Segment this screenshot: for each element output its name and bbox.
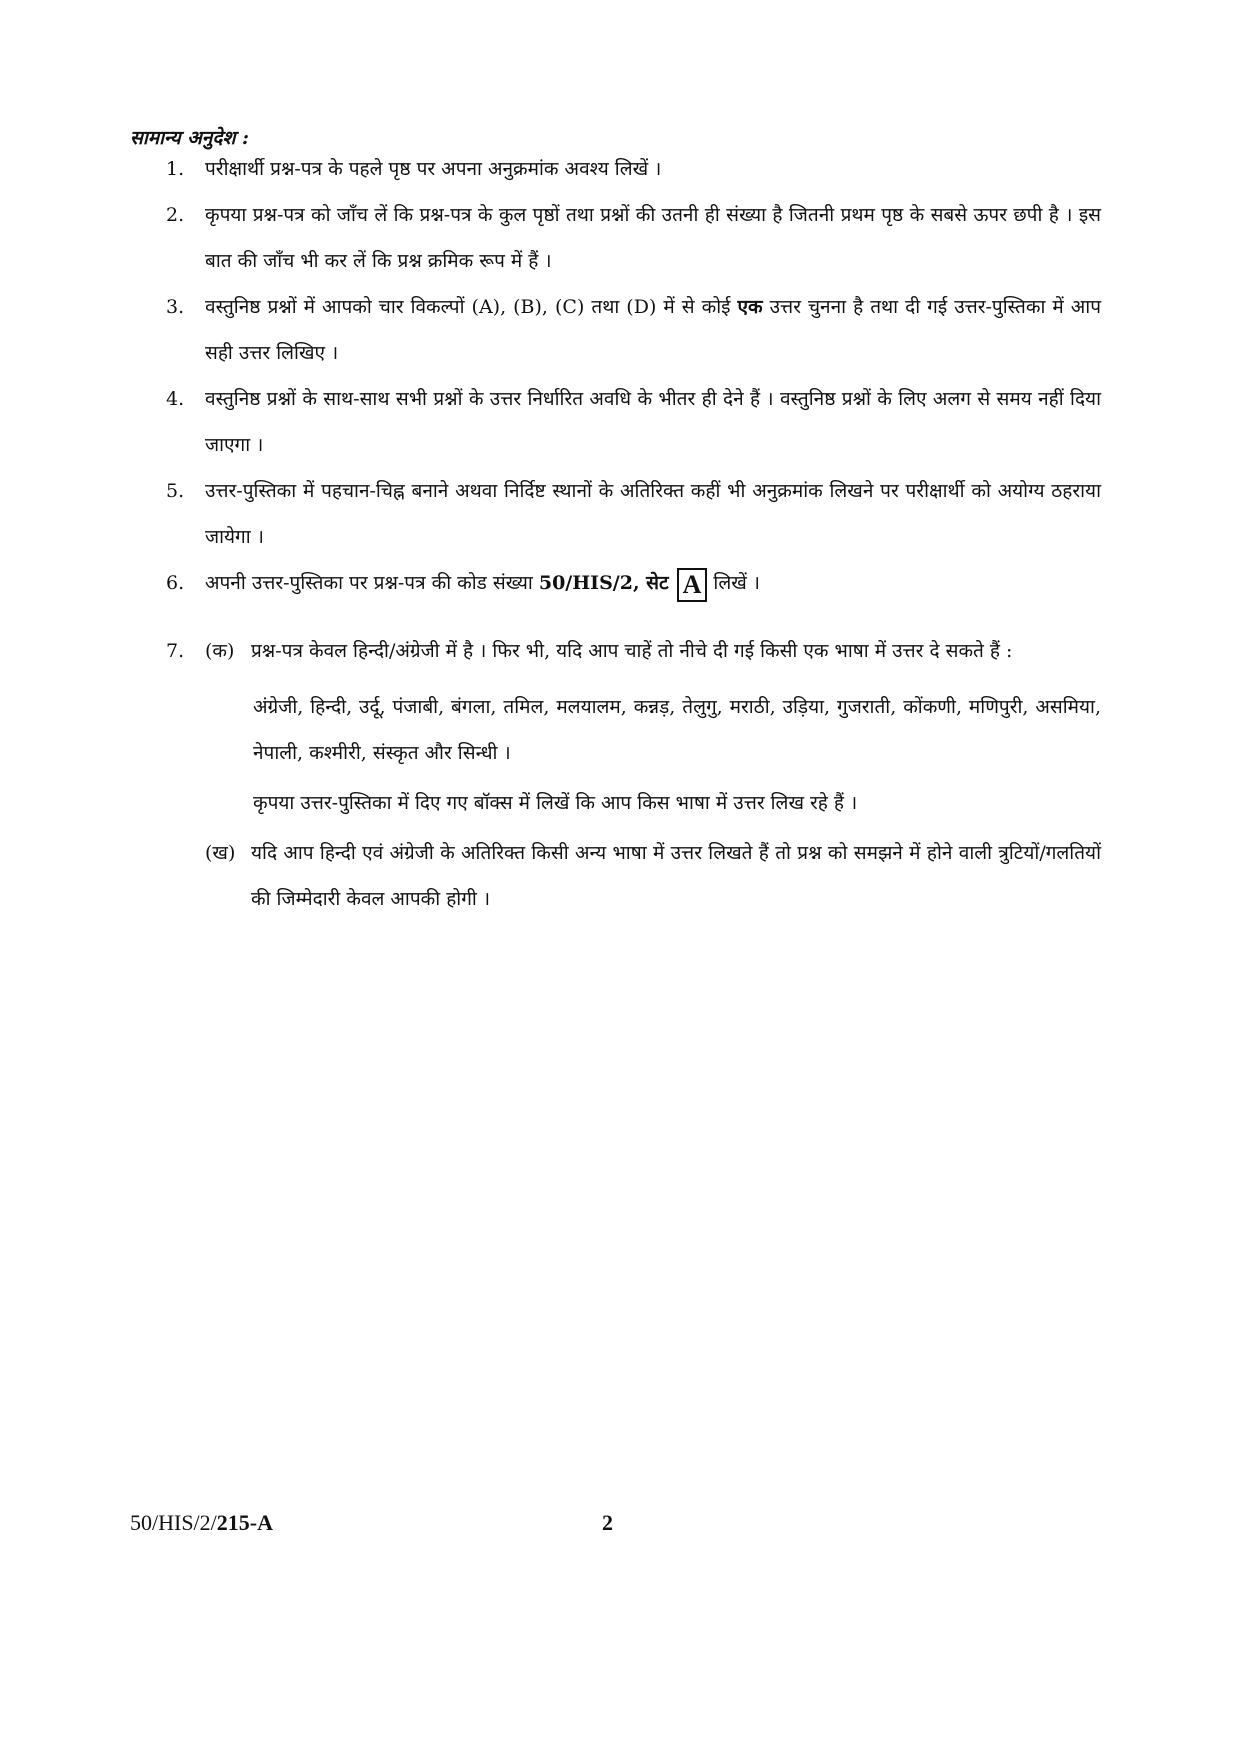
sub-item-text: यदि आप हिन्दी एवं अंग्रेजी के अतिरिक्त किसी अन्य भाषा में उत्तर लिखते हैं तो प्रश्न को समझने में होने वाली त्रुटियों/गलतियों की जिम्मेदारी केवल आपकी होगी । <box>251 842 1101 910</box>
instruction-text-part: अपनी उत्तर-पुस्तिका पर प्रश्न-पत्र की कोड संख्या <box>205 572 539 594</box>
sub-item-label: (ख) <box>205 842 236 864</box>
instruction-text: परीक्षार्थी प्रश्न-पत्र के पहले पृष्ठ पर अपना अनुक्रमांक अवश्य लिखें । <box>205 158 662 180</box>
paper-code: 50/HIS/2, सेट <box>538 572 669 594</box>
footer-code-prefix: 50/HIS/2/ <box>130 1510 217 1535</box>
instruction-text <box>205 560 1101 606</box>
set-letter-box: A <box>677 568 708 602</box>
instruction-text-part: उत्तर चुनना है तथा दी गई उत्तर-पुस्तिका में आप सही उत्तर लिखिए । <box>205 296 1101 364</box>
instruction-number: 1. <box>166 158 185 180</box>
instruction-text: वस्तुनिष्ठ प्रश्नों के साथ-साथ सभी प्रश्नों के उत्तर निर्धारित अवधि के भीतर ही देने हैं । वस्तुनिष्ठ प्रश्नों के लिए अलग से समय नहीं दिया जाएगा । <box>205 388 1101 456</box>
instruction-number: 7. <box>166 640 185 662</box>
footer-code-suffix: 215-A <box>216 1510 274 1535</box>
emphasis-word: एक <box>737 296 763 318</box>
language-box-note: कृपया उत्तर-पुस्तिका में दिए गए बॉक्स में लिखें कि आप किस भाषा में उत्तर लिख रहे हैं । <box>253 792 858 814</box>
instruction-text <box>205 284 1101 376</box>
page-number: 2 <box>602 1510 613 1535</box>
instruction-text-part: वस्तुनिष्ठ प्रश्नों में आपको चार विकल्पों (A), (B), (C) तथा (D) में से कोई <box>205 296 738 318</box>
instruction-text: उत्तर-पुस्तिका में पहचान-चिह्न बनाने अथवा निर्दिष्ट स्थानों के अतिरिक्त कहीं भी अनुक्रमांक लिखने पर परीक्षार्थी को अयोग्य ठहराया जायेगा । <box>205 480 1101 548</box>
instruction-number: 5. <box>166 480 185 502</box>
instruction-number: 3. <box>166 296 185 318</box>
instruction-text-part: लिखें । <box>713 572 761 594</box>
footer-paper-code <box>130 1510 273 1536</box>
languages-list: अंग्रेजी, हिन्दी, उर्दू, पंजाबी, बंगला, तमिल, मलयालम, कन्नड़, तेलुगु, मराठी, उड़िया, गुजराती, कोंकणी, मणिपुरी, असमिया, नेपाली, कश्मीरी, संस्कृत और सिन्धी । <box>253 696 1101 764</box>
general-instructions-heading: सामान्य अनुदेश : <box>130 127 249 149</box>
sub-item-text: प्रश्न-पत्र केवल हिन्दी/अंग्रेजी में है । फिर भी, यदि आप चाहें तो नीचे दी गई किसी एक भाषा में उत्तर दे सकते हैं : <box>251 640 1013 662</box>
instruction-number: 4. <box>166 388 185 410</box>
instruction-number: 6. <box>166 572 185 594</box>
instruction-text: कृपया प्रश्न-पत्र को जाँच लें कि प्रश्न-पत्र के कुल पृष्ठों तथा प्रश्नों की उतनी ही संख्या है जितनी प्रथम पृष्ठ के सबसे ऊपर छपी है । इस बात की जाँच भी कर लें कि प्रश्न क्रमिक रूप में हैं । <box>205 204 1101 272</box>
sub-item-label: (क) <box>205 640 235 662</box>
instruction-number: 2. <box>166 204 185 226</box>
